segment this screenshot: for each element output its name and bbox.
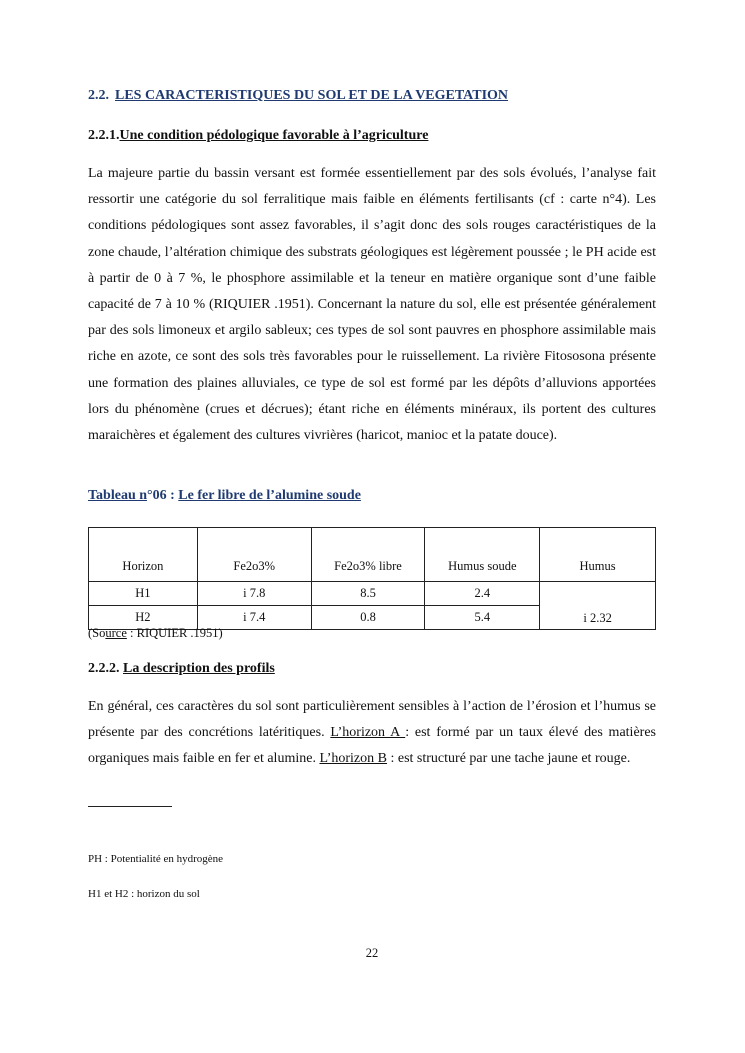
table-header-cell: Fe2o3% libre [311,528,425,582]
table-header-cell: Humus [540,528,656,582]
footnote: H1 et H2 : horizon du sol [88,888,200,900]
table-cell: 2.4 [425,582,540,606]
source-open: (So [88,626,106,640]
source-rest: : RIQUIER .1951) [126,626,223,640]
paragraph-soil-conditions [88,161,656,449]
subsection-heading-1 [88,128,428,144]
table-row [89,582,656,606]
page-number: 22 [365,946,379,960]
paragraph-mid: : est formé par un taux élevé des matières organiques mais faible en fer et alumine. [88,725,656,767]
subsection-number: 2.2.2. [88,661,120,676]
table-caption-number: °06 : [147,488,175,503]
soil-table [88,527,656,630]
table-cell: H1 [89,582,198,606]
table-caption [88,488,361,504]
section-number: 2.2. [88,88,109,103]
paragraph-text: La majeure partie du bassin versant est formée essentiellement par des sols évolués, l’analyse fait ressortir une catégorie du sol ferralitique mais faible en éléments fertilisants (cf : carte n°4). Les conditions pédologiques sont assez favorables, il s’agit donc des sols rouges caractéristiques de la zone chaude, l’altération chimique des substrats géologiques est légèrement poussée ; le PH acide est à partir de 0 à 7 %, le phosphore assimilable et la teneur en matière organique sont d’une faible capacité de 7 à 10 % (RIQUIER .1951). Concernant la nature du sol, elle est présentée généralement par des sols limoneux et argilo sableux; ces types de sol sont pauvres en phosphore assimilable mais riche en azote, ce sont des sols très favorables pour le ruissellement. La rivière Fitososona présente une formation des plaines alluviales, ce type de sol est formé par les dépôts d’alluvions apportées lors du phénomène (crues et décrues); étant riche en éléments minéraux, ils portent des cultures maraichères et également des cultures vivrières (haricot, manioc et la patate douce). [88,166,656,444]
section-title: LES CARACTERISTIQUES DU SOL ET DE LA VEGETATION [115,88,509,103]
horizon-b-label: L’horizon B [319,751,387,767]
table-cell: 8.5 [311,582,425,606]
table-cell: i 7.4 [197,606,311,630]
subsection-title: Une condition pédologique favorable à l’agriculture [119,128,429,143]
table-header-cell: Fe2o3% [197,528,311,582]
section-heading [88,88,508,104]
paragraph-start: En général, ces caractères du sol sont particulièrement sensibles à l’action de l’érosion et l’humus se présente par des concrétions latéritiques. [88,699,656,741]
paragraph-end: : est structuré par une tache jaune et rouge. [386,751,631,767]
table-cell: 0.8 [311,606,425,630]
paragraph-profiles [88,694,656,773]
table-cell: H2 [89,606,198,630]
table-header-row [89,528,656,582]
table-caption-title: Le fer libre de l’alumine soude [178,488,361,503]
subsection-heading-2 [88,661,275,677]
footnote: PH : Potentialité en hydrogène [88,853,224,865]
table-source [88,626,223,641]
table-cell-humus: i 2.32 [540,582,656,630]
paragraph-text [88,694,656,773]
table-header-cell: Horizon [89,528,198,582]
footnote-divider [88,806,172,807]
table-caption-prefix: Tableau n [88,488,148,503]
source-word: urce [105,626,127,640]
subsection-title: La description des profils [123,661,275,676]
horizon-a-label: L’horizon A [330,725,406,741]
table-header-cell: Humus soude [425,528,540,582]
table-cell: i 7.8 [197,582,311,606]
subsection-number: 2.2.1. [88,128,120,143]
table-cell: 5.4 [425,606,540,630]
